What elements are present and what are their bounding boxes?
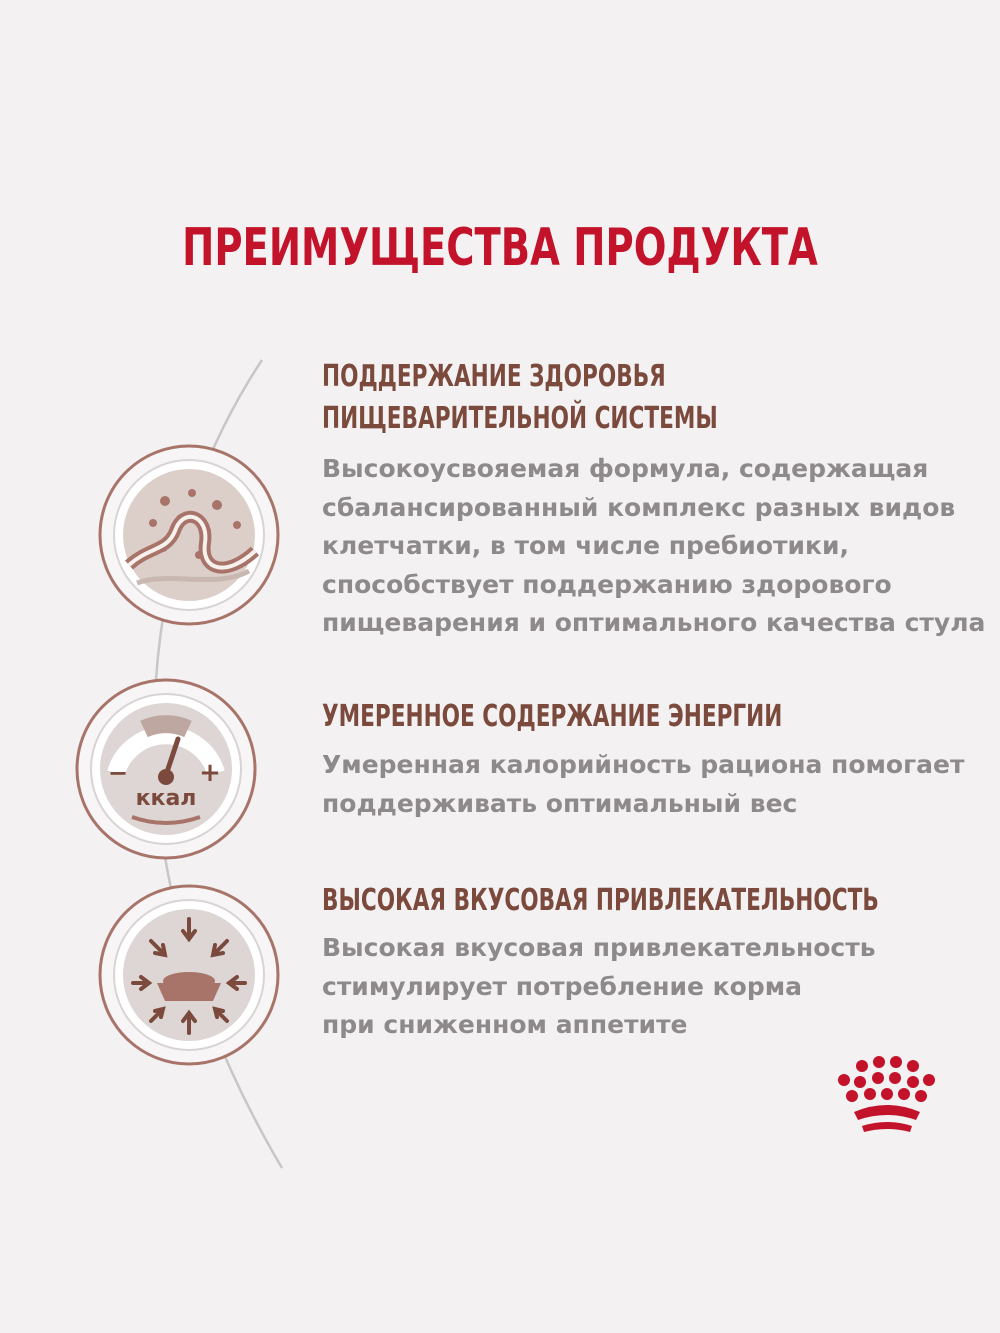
benefit-description-palatability [322,929,876,1045]
food-bowl-arrows-icon [97,883,281,1067]
heading-line: ПОДДЕРЖАНИЕ ЗДОРОВЬЯ [322,359,666,394]
description-line: пищеварения и оптимального качества стула [322,608,986,637]
heading-line: ПИЩЕВАРИТЕЛЬНОЙ СИСТЕМЫ [322,401,718,436]
description-line: стимулирует потребление корма [322,971,803,1001]
heading-line: ВЫСОКАЯ ВКУСОВАЯ ПРИВЛЕКАТЕЛЬНОСТЬ [322,883,879,918]
benefit-heading-energy [322,696,782,738]
description-line: поддерживать оптимальный вес [322,788,798,818]
description-line: Умеренная калорийность рациона помогает [322,750,965,779]
benefit-description-digestion [322,450,985,643]
description-line: Высокоусвояемая формула, содержащая [322,454,929,483]
description-line: способствует поддержанию здорового [322,569,892,599]
description-line: клетчатки, в том числе пребиотики, [322,531,849,560]
digestive-system-icon [97,443,281,627]
description-line: Высокая вкусовая привлекательность [322,933,876,962]
description-line: при сниженном аппетите [322,1010,688,1039]
minus-sign: − [107,759,129,787]
royal-canin-crown-logo [832,1054,940,1146]
page-title: ПРЕИМУЩЕСТВА ПРОДУКТА [182,218,818,278]
plus-sign: + [199,758,221,788]
benefit-heading-palatability [322,880,879,922]
calorie-gauge-icon [74,677,258,861]
heading-line: УМЕРЕННОЕ СОДЕРЖАНИЕ ЭНЕРГИИ [322,699,783,734]
benefit-description-energy [322,746,964,823]
description-line: сбалансированный комплекс разных видов [322,492,956,522]
benefit-heading-digestion [322,356,718,440]
kcal-label: ккал [135,786,197,811]
